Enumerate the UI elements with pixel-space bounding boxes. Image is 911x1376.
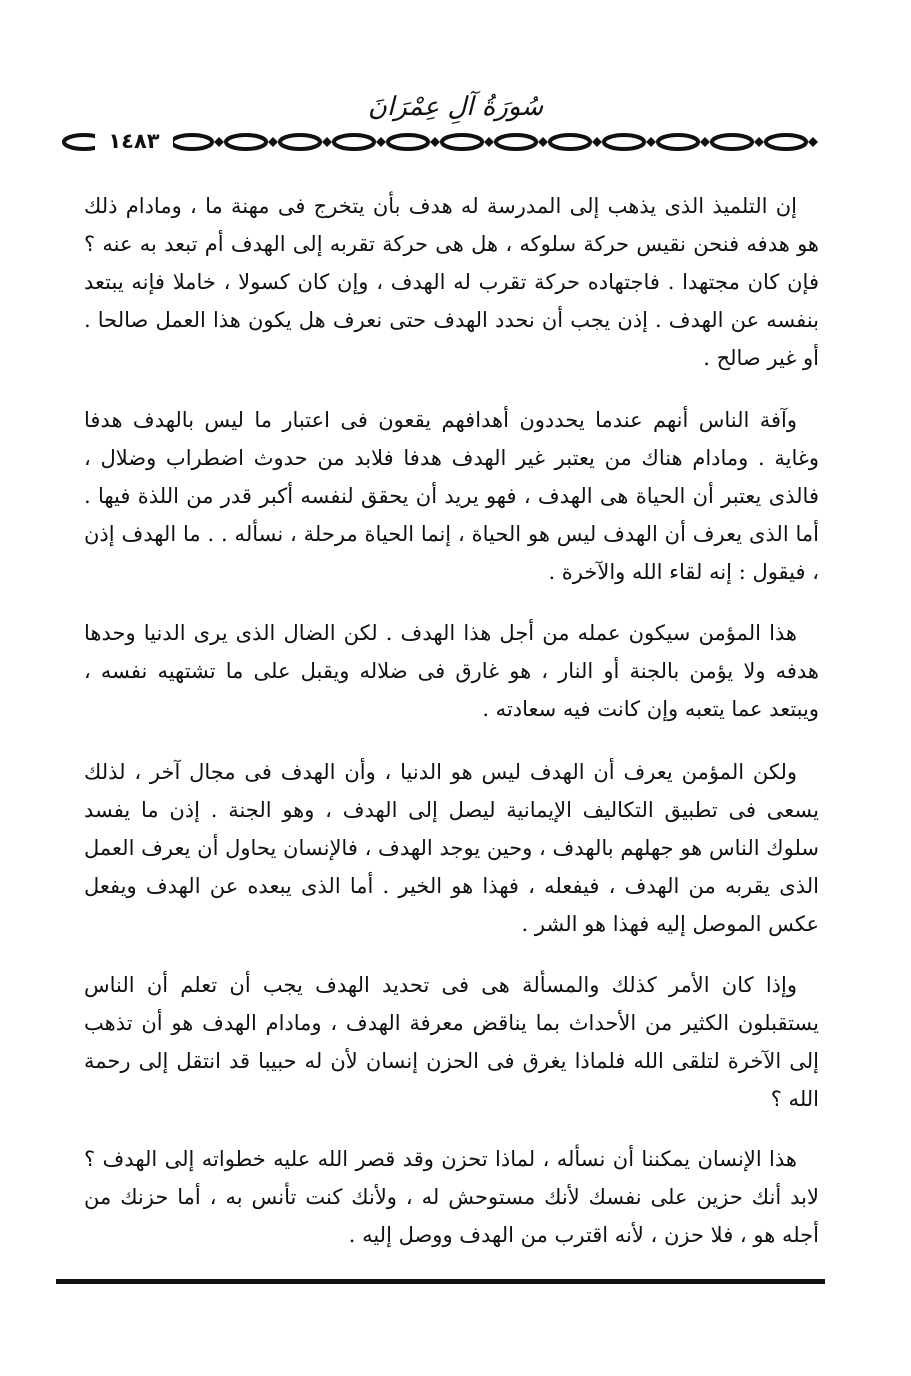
border-link	[334, 135, 374, 149]
paragraph: هذا المؤمن سيكون عمله من أجل هذا الهدف . لكن الضال الذى يرى الدنيا وحدها هدفه ولا يؤمن بالجنة أو النار ، هو غارق فى ضلاله ويقبل على ما تشتهيه نفسه ، ويبتعد عما يتعبه وإن كانت فيه سعادته .	[84, 621, 819, 721]
paragraph: هذا الإنسان يمكننا أن نسأله ، لماذا تحزن وقد قصر الله عليه خطواته إلى الهدف ؟ لابد أنك حزين على نفسك لأنك مستوحش له ، ولأنك كنت تأنس به ، أما حزنك من أجله هو ، فلا حزن ، لأنه اقترب من الهدف ووصل إليه .	[84, 1147, 819, 1247]
page-number: ١٤٨٣	[95, 128, 173, 154]
border-diamond	[592, 137, 602, 147]
border-diamond	[808, 137, 818, 147]
border-link	[604, 135, 644, 149]
border-diamond	[646, 137, 656, 147]
border-link	[172, 135, 212, 149]
border-link	[658, 135, 698, 149]
border-diamond	[322, 137, 332, 147]
border-diamond	[214, 137, 224, 147]
border-link	[442, 135, 482, 149]
border-diamond	[430, 137, 440, 147]
border-diamond	[484, 137, 494, 147]
border-link	[496, 135, 536, 149]
border-link	[226, 135, 266, 149]
border-link	[550, 135, 590, 149]
border-link	[280, 135, 320, 149]
border-link	[712, 135, 752, 149]
border-diamond	[754, 137, 764, 147]
surah-title: سُورَةُ آلِ عِمْرَانَ	[367, 92, 544, 122]
border-link	[766, 135, 806, 149]
border-diamond	[700, 137, 710, 147]
paragraph: إن التلميذ الذى يذهب إلى المدرسة له هدف بأن يتخرج فى مهنة ما ، ومادام ذلك هو هدفه فنحن نقيس حركة سلوكه ، هل هى حركة تقربه إلى الهدف أم تبعد به عنه ؟ فإن كان مجتهدا . فاجتهاده حركة تقرب له الهدف ، وإن كان كسولا ، خاملا فإنه يبتعد بنفسه عن الهدف . إذن يجب أن نحدد الهدف حتى نعرف هل يكون هذا العمل صالحا . أو غير صالح .	[84, 194, 819, 370]
ornamental-border	[60, 128, 830, 156]
paragraph: ولكن المؤمن يعرف أن الهدف ليس هو الدنيا ، وأن الهدف فى مجال آخر ، لذلك يسعى فى تطبيق التكاليف الإيمانية ليصل إلى الهدف ، وهو الجنة . إذن ما يفسد سلوك الناس هو جهلهم بالهدف ، وحين يوجد الهدف ، فالإنسان يحاول أن يعرف العمل الذى يقربه من الهدف ، فيفعله ، فهذا هو الخير . أما الذى يبعده عن الهدف ويفعل عكس الموصل إليه فهذا هو الشر .	[84, 760, 819, 936]
border-diamond	[538, 137, 548, 147]
border-diamond	[268, 137, 278, 147]
border-diamond	[376, 137, 386, 147]
paragraph: وإذا كان الأمر كذلك والمسألة هى فى تحديد الهدف يجب أن تعلم أن الناس يستقبلون الكثير من الأحداث بما يناقض معرفة الهدف ، ومادام الهدف هو أن تذهب إلى الآخرة لتلقى الله فلماذا يغرق فى الحزن إنسان لأن له حبيبا قد انتقل إلى رحمة الله ؟	[84, 973, 819, 1111]
bottom-rule	[56, 1279, 825, 1284]
border-link	[388, 135, 428, 149]
paragraph: وآفة الناس أنهم عندما يحددون أهدافهم يقعون فى اعتبار ما ليس بالهدف هدفا وغاية . ومادام هناك من يعتبر غير الهدف هدفا فلابد من حدوث اضطراب وضلال ، فالذى يعتبر أن الحياة هى الهدف ، فهو يريد أن يحقق لنفسه أكبر قدر من اللذة فيها . أما الذى يعرف أن الهدف ليس هو الحياة ، إنما الحياة مرحلة ، نسأله . . ما الهدف إذن ، فيقول : إنه لقاء الله والآخرة .	[84, 408, 819, 584]
